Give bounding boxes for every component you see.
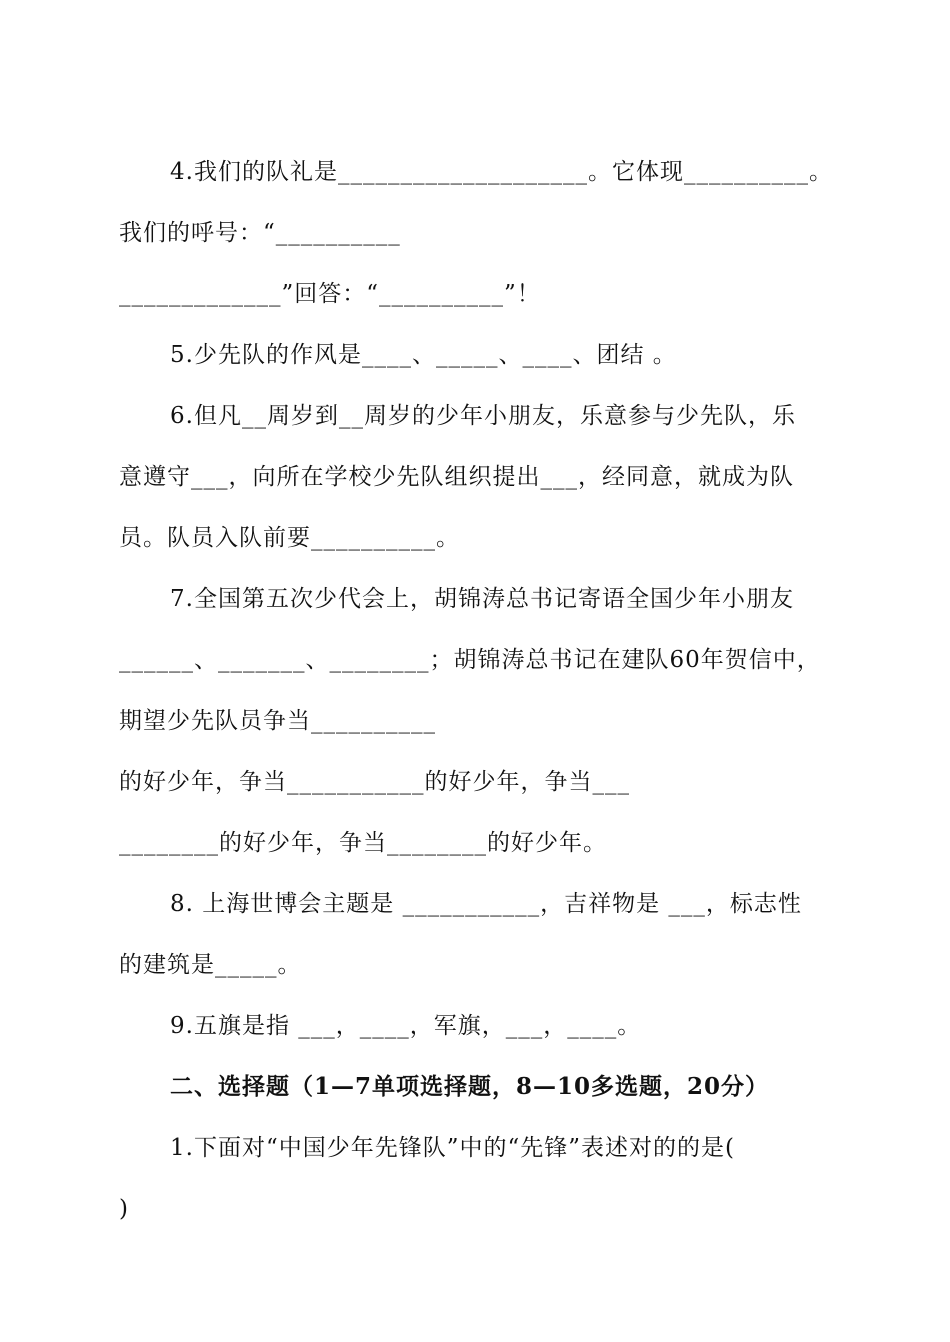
q4-line-3: _____________”回答：“__________”！ [119,281,541,307]
q7-line-4: 的好少年，争当___________的好少年，争当___ [119,769,630,795]
q5-line: 5.少先队的作风是____、_____、____、团结 。 [170,342,677,368]
q6-line-1: 6.但凡__周岁到__周岁的少年小朋友，乐意参与少先队，乐 [170,403,796,429]
q4-line-2: 我们的呼号：“__________ [119,220,401,246]
q8-line-2: 的建筑是_____。 [119,952,302,978]
q7-line-3: 期望少先队员争当__________ [119,708,436,734]
section-2-heading: 二、选择题（1—7单项选择题，8—10多选题，20分） [170,1073,770,1100]
mc-q1-line-2: ) [119,1196,129,1222]
q6-line-2: 意遵守___，向所在学校少先队组织提出___，经同意，就成为队 [119,464,794,490]
q7-line-1: 7.全国第五次少代会上，胡锦涛总书记寄语全国少年小朋友 [170,586,794,612]
q7-line-5: ________的好少年，争当________的好少年。 [119,830,607,856]
q7-line-2: ______、_______、________；胡锦涛总书记在建队60年贺信中， [119,647,821,673]
q6-line-3: 员。队员入队前要__________。 [119,525,460,551]
q8-line-1: 8. 上海世博会主题是 ___________，吉祥物是 ___，标志性 [170,891,802,917]
q9-line: 9.五旗是指 ___，____，军旗，___，____。 [170,1013,642,1039]
q4-line-1: 4.我们的队礼是____________________。它体现__________。 [170,159,833,185]
mc-q1-line-1: 1.下面对“中国少年先锋队”中的“先锋”表述对的的是( [170,1135,735,1161]
